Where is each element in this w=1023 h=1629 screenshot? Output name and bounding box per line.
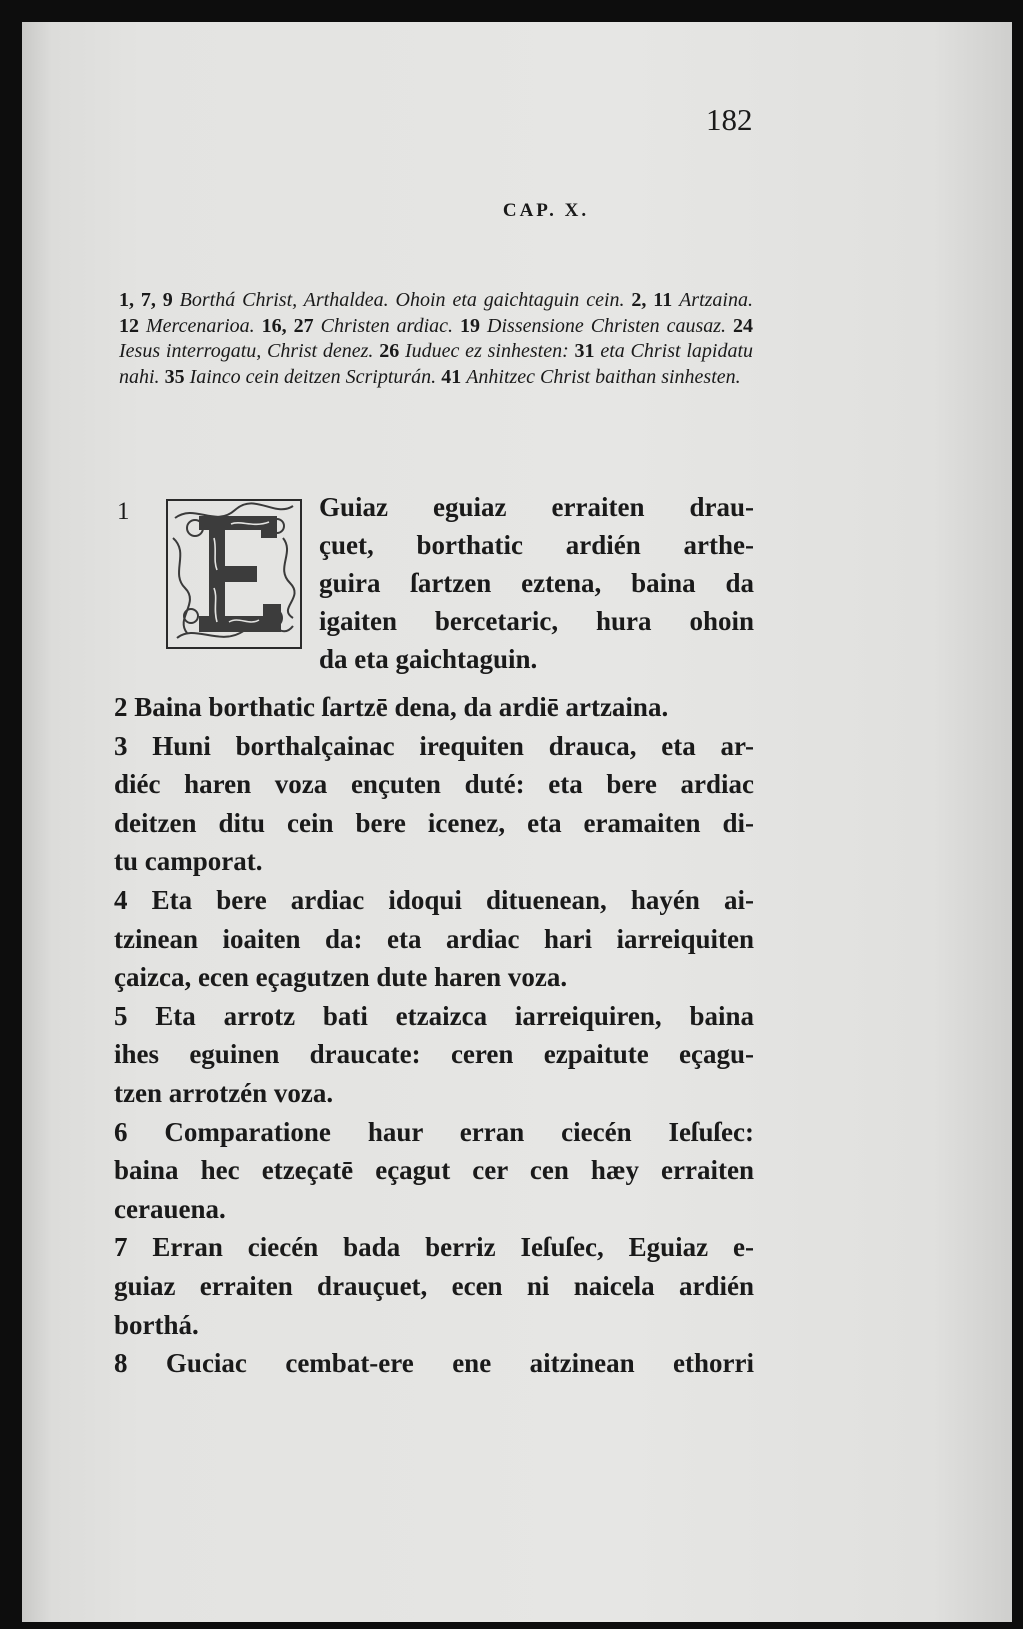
verse-line: 4 Eta bere ardiac idoqui dituenean, hayén ai-	[114, 884, 754, 915]
verse-number-1: 1	[117, 498, 130, 525]
verse-line: cerauena.	[114, 1193, 226, 1224]
verse-1-line: Guiaz eguiaz erraiten drau-	[319, 492, 754, 522]
verse-line: ihes eguinen draucate: ceren ezpaitute eçagu-	[114, 1039, 754, 1070]
summary-ref-number: 12	[119, 314, 146, 337]
verse-line: borthá.	[114, 1309, 199, 1340]
verses-2-to-8	[114, 688, 754, 1383]
verse-1-line: da eta gaichtaguin.	[319, 644, 538, 674]
verse-1-line: çuet, borthatic ardién arthe-	[319, 530, 754, 560]
summary-ref-number: 26	[379, 340, 405, 362]
summary-ref-number: 41	[441, 365, 467, 388]
summary-ref-number: 19	[460, 314, 488, 337]
summary-ref-number: 16, 27	[261, 314, 321, 337]
summary-ref-text: Anhitzec Christ baithan sinhesten.	[466, 365, 741, 388]
ornamental-initial-e	[165, 498, 303, 650]
verse-line: tzinean ioaiten da: eta ardiac hari iarreiquiten	[114, 923, 754, 954]
summary-ref-text: Iainco cein deitzen Scripturán.	[189, 365, 442, 388]
page-number: 182	[706, 102, 753, 137]
summary-ref-text: Dissensione Christen causaz.	[487, 314, 734, 337]
chapter-heading: CAP. X.	[502, 200, 590, 221]
book-page	[22, 22, 1012, 1622]
verse-line: 8 Guciac cembat-ere ene aitzinean ethorri	[114, 1348, 754, 1379]
summary-ref-number: 24	[733, 314, 754, 337]
verse-line: diéc haren voza ençuten duté: eta bere ardiac	[114, 769, 754, 800]
verse-line: tu camporat.	[114, 846, 263, 877]
summary-ref-number: 35	[164, 365, 190, 388]
svg-text:E: E	[234, 587, 242, 601]
summary-ref-text: eta Christ lapidatu nahi.	[119, 340, 754, 388]
summary-ref-number: 31	[574, 340, 601, 362]
summary-ref-text: Mercenarioa.	[146, 314, 262, 337]
summary-ref-text: Artzaina.	[679, 289, 753, 311]
verse-1-line: igaiten bercetaric, hura ohoin	[319, 606, 754, 636]
verse-1-text	[319, 488, 754, 678]
verse-line: 7 Erran ciecén bada berriz Ieſuſec, Eguiaz e-	[114, 1232, 754, 1263]
summary-ref-text: Borthá Christ, Arthaldea. Ohoin eta gaichtaguin cein.	[179, 289, 632, 311]
verse-line: guiaz erraiten drauçuet, ecen ni naicela ardién	[114, 1270, 754, 1301]
verse-line: 5 Eta arrotz bati etzaizca iarreiquiren, baina	[114, 1000, 754, 1031]
verse-line: 3 Huni borthalçainac irequiten drauca, eta ar-	[114, 730, 754, 761]
verse-line: 6 Comparatione haur erran ciecén Ieſuſec:	[114, 1116, 754, 1147]
verse-line: çaizca, ecen eçagutzen dute haren voza.	[114, 962, 568, 993]
summary-ref-number: 2, 11	[631, 289, 680, 311]
verse-line: 2 Baina borthatic ſartzē dena, da ardiē artzaina.	[114, 692, 669, 722]
summary-ref-number: 1, 7, 9	[119, 289, 180, 311]
verse-1-line: guira ſartzen eztena, baina da	[319, 568, 754, 598]
summary-ref-text: Christen ardiac.	[320, 314, 461, 337]
chapter-summary	[119, 288, 753, 390]
verse-line: tzen arrotzén voza.	[114, 1077, 334, 1108]
verse-line: baina hec etzeçatē eçagut cer cen hæy erraiten	[114, 1155, 754, 1186]
verse-line: deitzen ditu cein bere icenez, eta eramaiten di-	[114, 807, 754, 838]
summary-ref-text: Iuduec ez sinhesten:	[404, 340, 575, 362]
summary-ref-text: Iesus interrogatu, Christ denez.	[119, 340, 380, 362]
